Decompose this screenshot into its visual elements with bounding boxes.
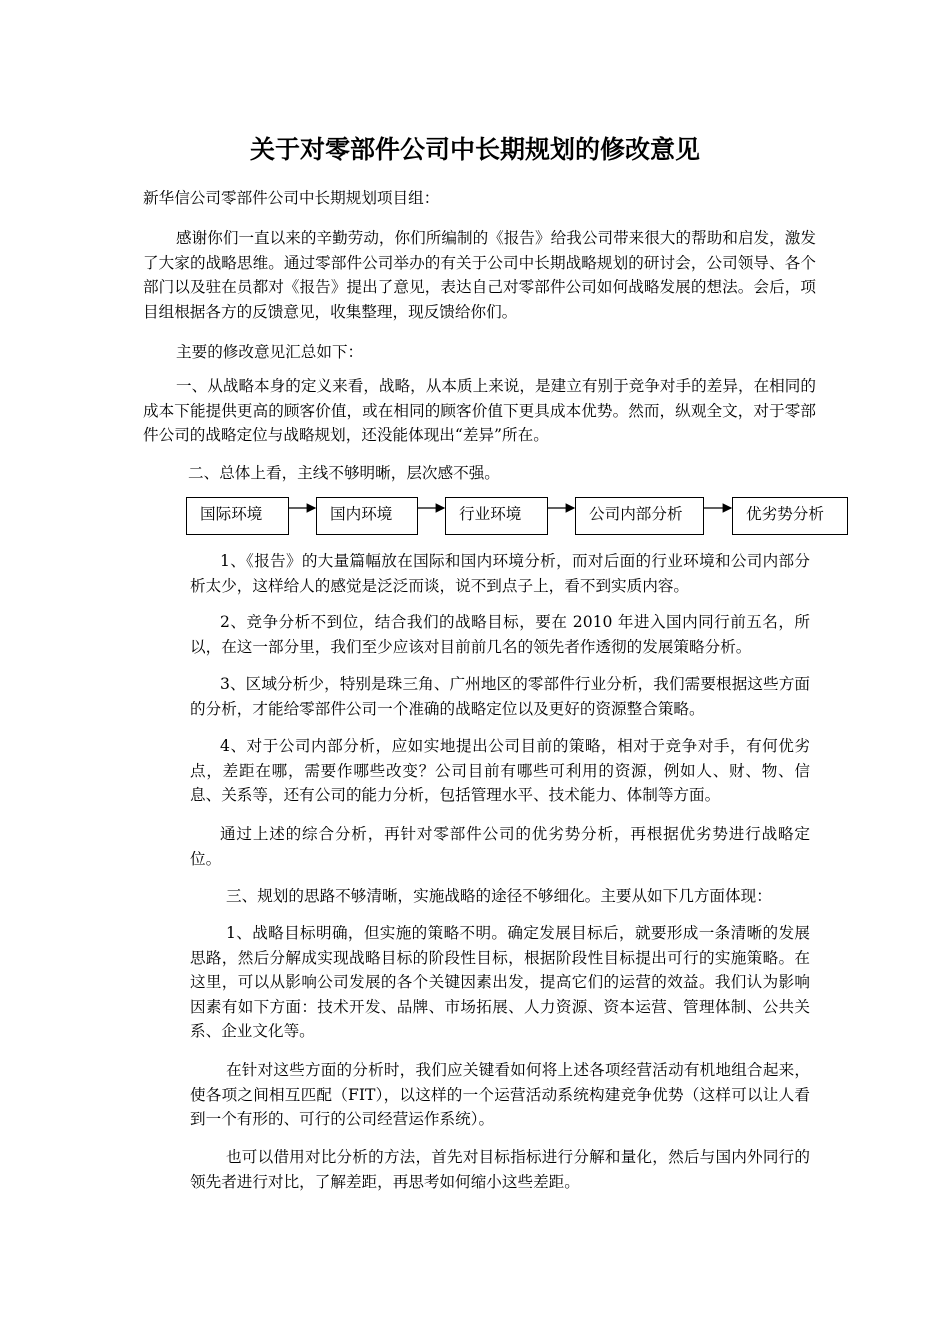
- paragraph-point-3-2: 在针对这些方面的分析时，我们应关键看如何将上述各项经营活动有机地组合起来，使各项之间相互匹配（FIT），以这样的一个运营活动系统构建竞争优势（这样可以让人看到一个有形的、可行的公司经营运作系统）。: [190, 1061, 810, 1129]
- paragraph-point-2-conclusion: 通过上述的综合分析，再针对零部件公司的优劣势分析，再根据优劣势进行战略定位。: [190, 825, 810, 868]
- paragraph-point-3-1: 1、战略目标明确，但实施的策略不明。确定发展目标后，就要形成一条清晰的发展思路，然后分解成实现战略目标的阶段性目标，根据阶段性目标提出可行的实施策略。在这里，可以从影响公司发展的各个关键因素出发，提高它们的运营的效益。我们认为影响因素有如下方面：技术开发、品牌、市场拓展、人力资源、资本运营、管理体制、公共关系、企业文化等。: [190, 924, 810, 1041]
- paragraph-point-1: 一、从战略本身的定义来看，战略，从本质上来说，是建立有别于竞争对手的差异，在相同的成本下能提供更高的顾客价值，或在相同的顾客价值下更具成本优势。然而，纵观全文，对于零部件公司的战略定位与战略规划，还没能体现出“差异”所在。: [143, 377, 816, 445]
- flow-step-domestic: 国内环境: [316, 497, 418, 535]
- paragraph-intro: 感谢你们一直以来的辛勤劳动，你们所编制的《报告》给我公司带来很大的帮助和启发，激发了大家的战略思维。通过零部件公司举办的有关于公司中长期战略规划的研讨会，公司领导、各个部门以及驻在员都对《报告》提出了意见，表达自己对零部件公司如何战略发展的想法。会后，项目组根据各方的反馈意见，收集整理，现反馈给你们。: [143, 229, 816, 321]
- flow-step-swot: 优劣势分析: [732, 497, 848, 535]
- paragraph-point-3-3: 也可以借用对比分析的方法，首先对目标指标进行分解和量化，然后与国内外同行的领先者进行对比，了解差距，再思考如何缩小这些差距。: [190, 1148, 810, 1191]
- paragraph-summary: 主要的修改意见汇总如下：: [176, 343, 364, 361]
- paragraph-point-3: 三、规划的思路不够清晰，实施战略的途径不够细化。主要从如下几方面体现：: [226, 887, 772, 905]
- paragraph-point-2-1: 1、《报告》的大量篇幅放在国际和国内环境分析，而对后面的行业环境和公司内部分析太少，这样给人的感觉是泛泛而谈，说不到点子上，看不到实质内容。: [190, 552, 810, 595]
- paragraph-point-2: 二、总体上看，主线不够明晰，层次感不强。: [188, 464, 500, 482]
- paragraph-point-2-4: 4、对于公司内部分析，应如实地提出公司目前的策略，相对于竞争对手，有何优劣点，差距在哪，需要作哪些改变？公司目前有哪些可利用的资源，例如人、财、物、信息、关系等，还有公司的能力分析，包括管理水平、技术能力、体制等方面。: [190, 737, 810, 805]
- paragraph-point-2-3: 3、区域分析少，特别是珠三角、广州地区的零部件行业分析，我们需要根据这些方面的分析，才能给零部件公司一个准确的战略定位以及更好的资源整合策略。: [190, 675, 810, 718]
- salutation: 新华信公司零部件公司中长期规划项目组：: [143, 189, 440, 207]
- flow-step-industry: 行业环境: [445, 497, 548, 535]
- flow-step-international: 国际环境: [186, 497, 289, 535]
- flow-step-internal: 公司内部分析: [575, 497, 704, 535]
- paragraph-point-2-2: 2、竞争分析不到位，结合我们的战略目标，要在 2010 年进入国内同行前五名，所以，在这一部分里，我们至少应该对目前前几名的领先者作透彻的发展策略分析。: [190, 613, 810, 656]
- document-title: 关于对零部件公司中长期规划的修改意见: [249, 135, 700, 164]
